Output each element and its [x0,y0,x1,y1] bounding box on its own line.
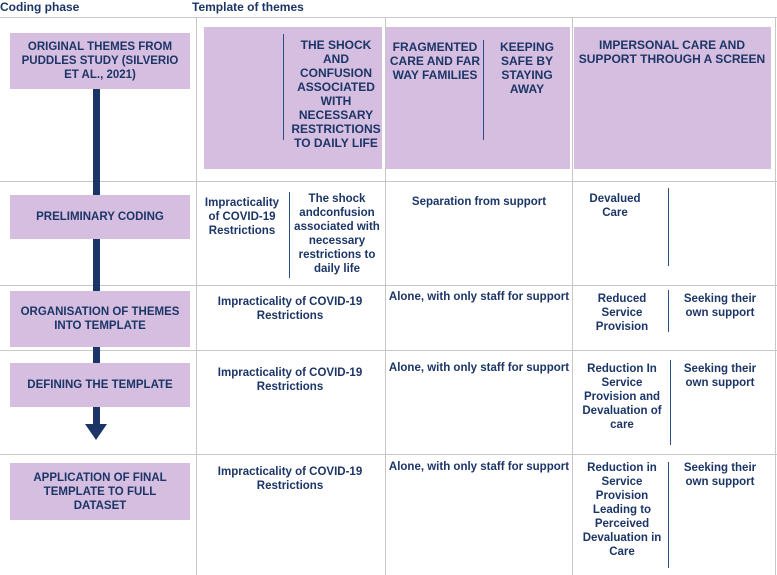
application-seeking: Seeking their own support [683,462,757,488]
organisation-impracticality: Impracticality of COVID-19 Restrictions [217,296,363,322]
phase-application: APPLICATION OF FINAL TEMPLATE TO FULL DATASET [10,463,190,520]
defining-seeking: Seeking their own support [683,363,757,389]
preliminary-shock: The shock andconfusion associated with necessary restrictions to daily life [294,193,380,275]
phase-preliminary-coding: PRELIMINARY CODING [10,195,190,239]
phase-original-themes: ORIGINAL THEMES FROM PUDDLES STUDY (SILVERIO ET AL., 2021) [10,33,190,89]
row-divider [0,181,777,182]
row-divider [0,285,777,286]
band-inner-divider [483,40,484,140]
defining-alone: Alone, with only staff for support [388,362,570,374]
theme-keeping-safe: KEEPING SAFE BY STAYING AWAY [499,40,554,96]
organisation-inner-divider [668,290,669,332]
defining-impracticality: Impracticality of COVID-19 Restrictions [217,367,363,393]
row-divider [0,350,777,351]
preliminary-impracticality: Impracticality of COVID-19 Restrictions [204,197,280,237]
theme-fragmented: FRAGMENTED CARE AND FAR WAY FAMILIES [389,40,481,82]
application-impracticality: Impracticality of COVID-19 Restrictions [217,466,363,492]
defining-reduction: Reduction In Service Provision and Devaluation of care [582,363,662,431]
preliminary-separation: Separation from support [411,196,547,208]
organisation-seeking: Seeking their own support [683,293,757,319]
preliminary-devalued: Devalued Care [589,193,641,219]
application-alone: Alone, with only staff for support [388,461,570,473]
coding-phase-header: Coding phase [0,0,80,14]
column-divider [775,17,776,575]
phase-defining-template: DEFINING THE TEMPLATE [10,363,190,407]
theme-shock: THE SHOCK AND CONFUSION ASSOCIATED WITH NECESSARY RESTRICTIONS TO DAILY LIFE [291,38,381,150]
theme-impersonal: IMPERSONAL CARE AND SUPPORT THROUGH A SCREEN [578,38,766,66]
progression-arrow-head [85,424,107,440]
column-divider [572,17,573,575]
application-reduction: Reduction in Service Provision Leading to Perceived Devaluation in Care [582,462,662,558]
template-of-themes-header: Template of themes [192,0,304,14]
preliminary-inner-divider [668,188,669,266]
header-divider [0,17,777,18]
phase-organisation: ORGANISATION OF THEMES INTO TEMPLATE [10,291,190,347]
row-divider [0,454,777,455]
application-inner-divider [668,462,669,568]
defining-inner-divider [670,360,671,445]
preliminary-inner-divider [289,192,290,278]
organisation-reduced: Reduced Service Provision [595,293,649,333]
organisation-alone: Alone, with only staff for support [388,291,570,303]
band-inner-divider [283,34,284,140]
column-divider [196,17,197,575]
